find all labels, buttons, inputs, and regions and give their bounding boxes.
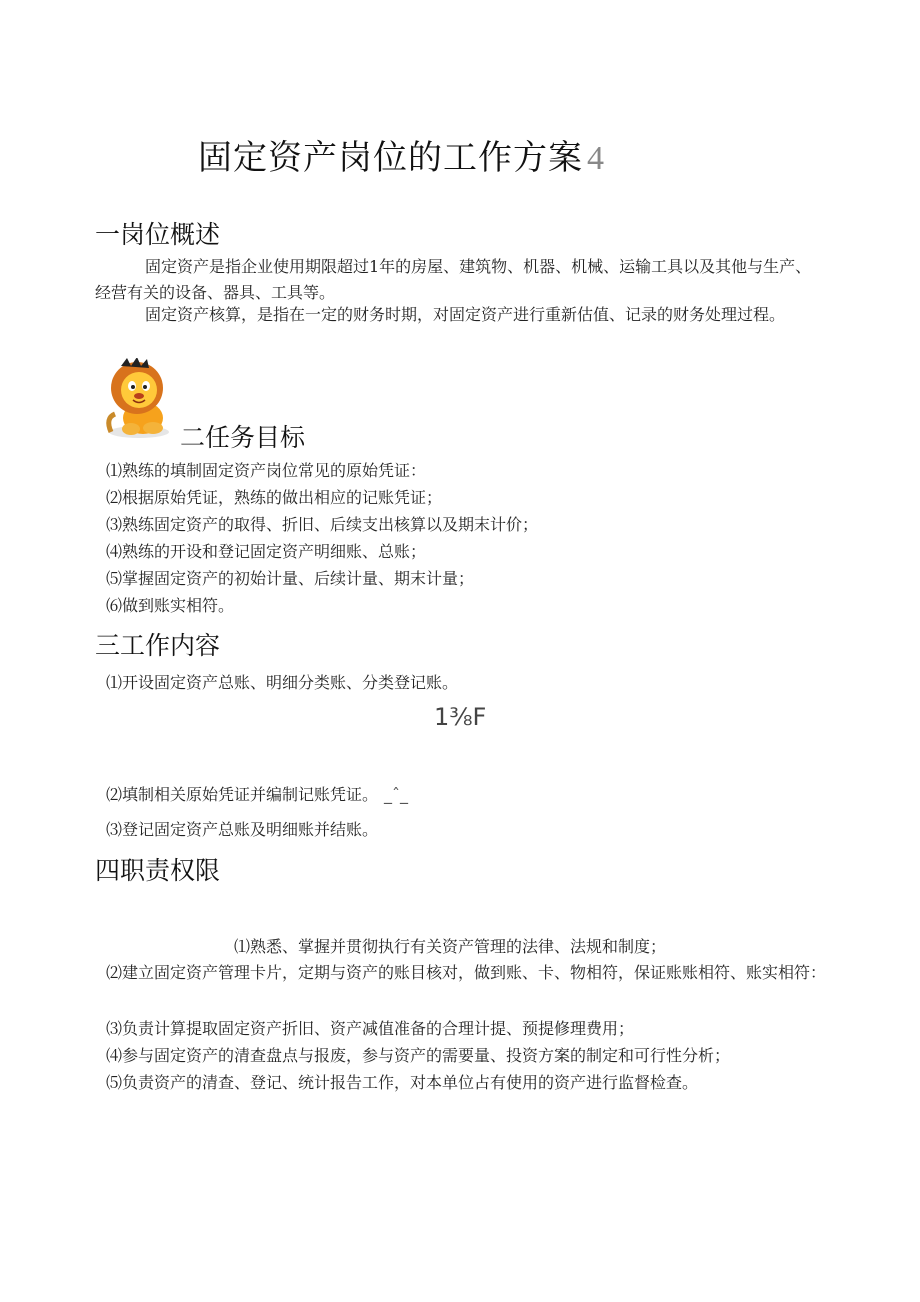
section-heading-duties: 四职责权限 bbox=[95, 856, 221, 885]
duty-item-2: ⑵建立固定资产管理卡片，定期与资产的账目核对，做到账、卡、物相符，保证账账相符、账实相符： bbox=[106, 963, 827, 982]
overview-paragraph-2-text: 固定资产核算，是指在一定的财务时期，对固定资产进行重新估值、记录的财务处理过程。 bbox=[145, 305, 786, 324]
work-item-2-suffix: _ˆ_ bbox=[384, 785, 409, 804]
goal-item-2: ⑵根据原始凭证，熟练的做出相应的记账凭证； bbox=[106, 488, 443, 507]
duty-item-5: ⑸负责资产的清查、登记、统计报告工作，对本单位占有使用的资产进行监督检查。 bbox=[106, 1073, 699, 1092]
duty-item-4: ⑷参与固定资产的清查盘点与报废，参与资产的需要量、投资方案的制定和可行性分析； bbox=[106, 1046, 731, 1065]
work-item-2 bbox=[106, 782, 408, 805]
document-title bbox=[198, 130, 605, 179]
overview-paragraph-1-text: 固定资产是指企业使用期限超过1年的房屋、建筑物、机器、机械、运输工具以及其他与生产、经营有关的设备、器具、工具等。 bbox=[95, 257, 812, 302]
overview-paragraph-1 bbox=[95, 254, 815, 306]
goal-item-6: ⑹做到账实相符。 bbox=[106, 596, 235, 615]
duty-item-1: ⑴熟悉、掌握并贯彻执行有关资产管理的法律、法规和制度； bbox=[234, 937, 667, 956]
work-item-1: ⑴开设固定资产总账、明细分类账、分类登记账。 bbox=[106, 673, 459, 692]
title-number: 4 bbox=[587, 140, 605, 177]
garbled-symbol: 1⅜F bbox=[434, 703, 487, 731]
section-heading-overview: 一岗位概述 bbox=[95, 220, 221, 249]
section-heading-work: 三工作内容 bbox=[95, 631, 221, 660]
goal-item-4: ⑷熟练的开设和登记固定资产明细账、总账； bbox=[106, 542, 427, 561]
title-text: 固定资产岗位的工作方案 bbox=[198, 138, 583, 178]
duty-item-3: ⑶负责计算提取固定资产折旧、资产减值准备的合理计提、预提修理费用； bbox=[106, 1019, 635, 1038]
work-item-2-text: ⑵填制相关原始凭证并编制记账凭证。 bbox=[106, 785, 379, 804]
goal-item-1: ⑴熟练的填制固定资产岗位常见的原始凭证： bbox=[106, 461, 427, 480]
overview-paragraph-2 bbox=[95, 302, 815, 328]
section-heading-goals: 二任务目标 bbox=[180, 423, 306, 452]
work-item-3: ⑶登记固定资产总账及明细账并结账。 bbox=[106, 820, 379, 839]
goal-item-3: ⑶熟练固定资产的取得、折旧、后续支出核算以及期末计价； bbox=[106, 515, 539, 534]
goal-item-5: ⑸掌握固定资产的初始计量、后续计量、期末计量； bbox=[106, 569, 475, 588]
lion-mascot-icon bbox=[103, 358, 175, 442]
